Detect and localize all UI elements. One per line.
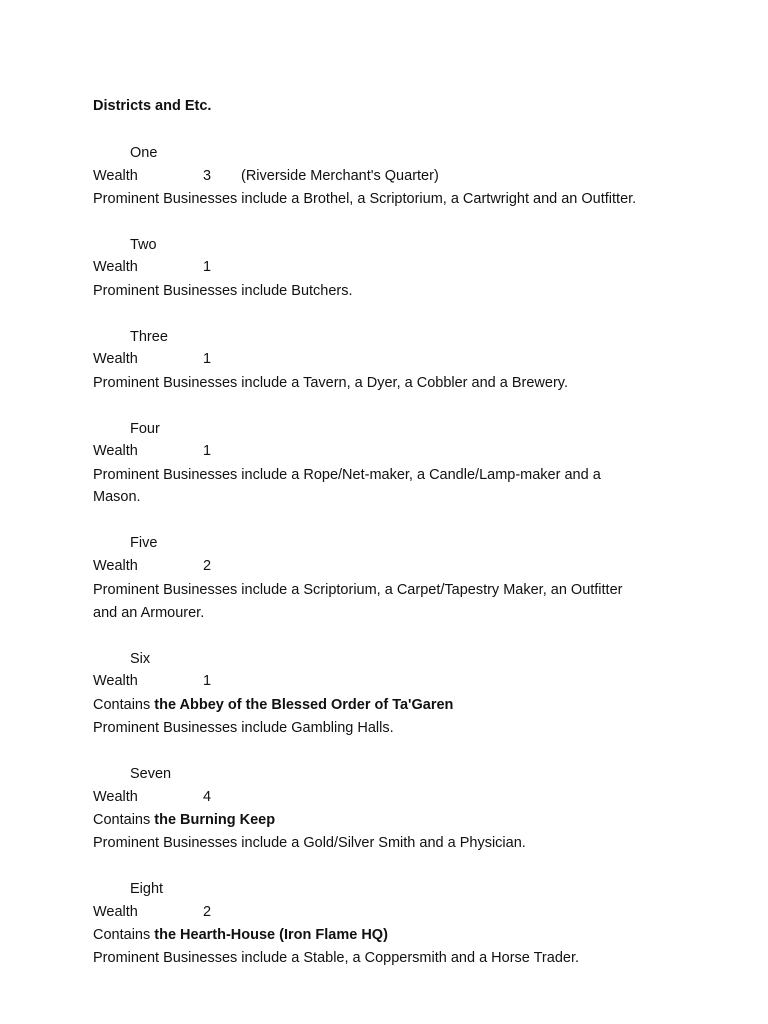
district-note: (Riverside Merchant's Quarter) bbox=[241, 168, 439, 184]
district-name: Six bbox=[130, 651, 151, 667]
wealth-label: Wealth bbox=[93, 673, 138, 689]
businesses-text: Prominent Businesses include a Tavern, a Dyer, a Cobbler and a Brewery. bbox=[93, 375, 568, 391]
businesses-text: Prominent Businesses include Butchers. bbox=[93, 283, 353, 299]
landmark-name: the Hearth-House (Iron Flame HQ) bbox=[154, 927, 388, 943]
district-name: Seven bbox=[130, 766, 172, 782]
wealth-label: Wealth bbox=[93, 351, 138, 367]
wealth-label: Wealth bbox=[93, 904, 138, 920]
landmark-name: the Abbey of the Blessed Order of Ta'Garen bbox=[154, 697, 454, 713]
wealth-value: 2 bbox=[203, 558, 212, 574]
wealth-value: 3 bbox=[203, 168, 212, 184]
wealth-value: 4 bbox=[203, 789, 212, 805]
wealth-value: 1 bbox=[203, 259, 212, 275]
businesses-text: Prominent Businesses include Gambling Halls. bbox=[93, 720, 394, 736]
businesses-text: Prominent Businesses include a Stable, a Coppersmith and a Horse Trader. bbox=[93, 950, 580, 966]
district-name: Five bbox=[130, 535, 158, 551]
businesses-text: Prominent Businesses include a Scriptorium, a Carpet/Tapestry Maker, an Outfitter bbox=[93, 582, 623, 598]
wealth-label: Wealth bbox=[93, 558, 138, 574]
district-name: Two bbox=[130, 237, 157, 253]
district-name: Four bbox=[130, 421, 160, 437]
businesses-text: Prominent Businesses include a Brothel, a Scriptorium, a Cartwright and an Outfitter. bbox=[93, 191, 637, 207]
document-title: Districts and Etc. bbox=[93, 98, 212, 114]
district-name: Three bbox=[130, 329, 168, 345]
district-name: One bbox=[130, 145, 158, 161]
district-name: Eight bbox=[130, 881, 164, 897]
wealth-label: Wealth bbox=[93, 443, 138, 459]
wealth-value: 1 bbox=[203, 351, 212, 367]
contains-line bbox=[93, 811, 275, 829]
contains-label: Contains bbox=[93, 697, 155, 713]
contains-label: Contains bbox=[93, 927, 155, 943]
wealth-label: Wealth bbox=[93, 259, 138, 275]
wealth-value: 1 bbox=[203, 673, 212, 689]
landmark-name: the Burning Keep bbox=[154, 812, 276, 828]
contains-label: Contains bbox=[93, 812, 155, 828]
wealth-label: Wealth bbox=[93, 789, 138, 805]
businesses-text: Prominent Businesses include a Gold/Silver Smith and a Physician. bbox=[93, 835, 526, 851]
wealth-value: 2 bbox=[203, 904, 212, 920]
businesses-text-continued: Mason. bbox=[93, 489, 141, 505]
contains-line bbox=[93, 926, 388, 944]
businesses-text-continued: and an Armourer. bbox=[93, 605, 205, 621]
wealth-value: 1 bbox=[203, 443, 212, 459]
contains-line bbox=[93, 696, 453, 714]
businesses-text: Prominent Businesses include a Rope/Net-maker, a Candle/Lamp-maker and a bbox=[93, 467, 601, 483]
wealth-label: Wealth bbox=[93, 168, 138, 184]
